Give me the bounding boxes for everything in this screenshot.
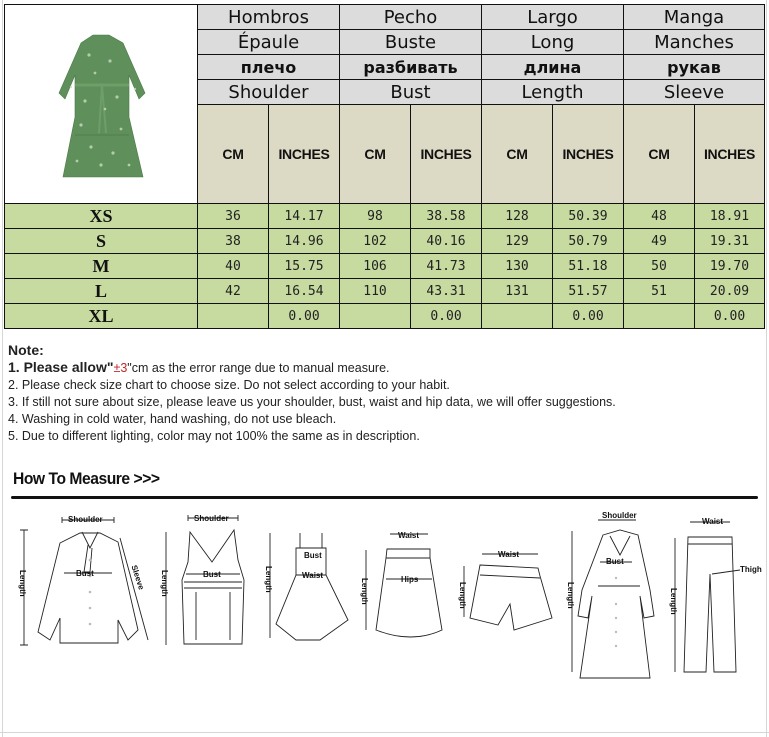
label-length: Length (669, 588, 678, 615)
value-cell: 50.79 (553, 229, 624, 254)
header-bust-es: Pecho (340, 5, 482, 30)
value-cell: 51.18 (553, 254, 624, 279)
table-row-s (5, 229, 765, 254)
value-cell: 130 (482, 254, 553, 279)
note-item-1-suffix: "cm as the error range due to manual measure. (127, 361, 390, 375)
table-row-l (5, 279, 765, 304)
header-length-en: Length (482, 80, 624, 105)
label-waist: Waist (398, 531, 420, 540)
value-cell: 16.54 (269, 279, 340, 304)
notes-section (8, 341, 616, 445)
value-cell: 14.17 (269, 204, 340, 229)
skirt-diagram-icon (360, 531, 442, 637)
header-shoulder-es: Hombros (198, 5, 340, 30)
header-row-spanish (5, 5, 765, 30)
value-cell: 19.70 (695, 254, 765, 279)
value-cell: 43.31 (411, 279, 482, 304)
value-cell: 0.00 (269, 304, 340, 329)
coat-diagram-icon (566, 511, 654, 678)
value-cell: 49 (624, 229, 695, 254)
value-cell: 19.31 (695, 229, 765, 254)
value-cell: 36 (198, 204, 269, 229)
value-cell (482, 304, 553, 329)
value-cell: 110 (340, 279, 411, 304)
value-cell: 129 (482, 229, 553, 254)
value-cell: 0.00 (411, 304, 482, 329)
value-cell: 106 (340, 254, 411, 279)
label-length: Length (566, 582, 575, 609)
note-item-2: 2. Please check size chart to choose size. Do not select according to your habit. (8, 378, 450, 392)
trousers-diagram-icon (669, 517, 762, 672)
value-cell: 18.91 (695, 204, 765, 229)
label-thigh: Thigh (740, 565, 762, 574)
header-bust-ru: разбивать (340, 55, 482, 80)
size-label: M (5, 254, 198, 279)
header-shoulder-ru: плечо (198, 55, 340, 80)
value-cell: 14.96 (269, 229, 340, 254)
unit-cell: INCHES (411, 105, 482, 204)
header-shoulder-fr: Épaule (198, 30, 340, 55)
unit-cell: INCHES (695, 105, 765, 204)
frame-border-bottom (0, 732, 769, 733)
value-cell: 15.75 (269, 254, 340, 279)
table-row-xl (5, 304, 765, 329)
label-length: Length (360, 578, 369, 605)
unit-cell: CM (198, 105, 269, 204)
header-length-es: Largo (482, 5, 624, 30)
value-cell: 0.00 (553, 304, 624, 329)
label-bust: Bust (606, 557, 624, 566)
unit-cell: INCHES (269, 105, 340, 204)
size-label: L (5, 279, 198, 304)
how-to-measure-divider (11, 496, 758, 499)
unit-cell: CM (482, 105, 553, 204)
value-cell: 0.00 (695, 304, 765, 329)
header-sleeve-fr: Manches (624, 30, 765, 55)
note-item-4: 4. Washing in cold water, hand washing, do not use bleach. (8, 412, 337, 426)
value-cell: 131 (482, 279, 553, 304)
label-bust: Bust (304, 551, 322, 560)
label-bust: Bust (76, 569, 94, 578)
note-item-1 (8, 359, 616, 377)
tank-top-diagram-icon (160, 514, 244, 645)
value-cell: 38 (198, 229, 269, 254)
label-hips: Hips (401, 575, 419, 584)
value-cell: 42 (198, 279, 269, 304)
label-length: Length (264, 566, 273, 593)
unit-cell: CM (340, 105, 411, 204)
header-shoulder-en: Shoulder (198, 80, 340, 105)
size-label: S (5, 229, 198, 254)
note-item-1-prefix: 1. Please allow" (8, 359, 114, 375)
unit-cell: CM (624, 105, 695, 204)
value-cell (340, 304, 411, 329)
size-label: XL (5, 304, 198, 329)
sundress-diagram-icon (264, 533, 348, 640)
label-shoulder: Shoulder (68, 515, 103, 524)
label-shoulder: Shoulder (194, 514, 229, 523)
value-cell: 98 (340, 204, 411, 229)
value-cell: 50.39 (553, 204, 624, 229)
note-item-1-accent: ±3 (113, 361, 128, 375)
table-row-xs (5, 204, 765, 229)
header-sleeve-ru: рукав (624, 55, 765, 80)
value-cell (198, 304, 269, 329)
label-bust: Bust (203, 570, 221, 579)
value-cell: 51 (624, 279, 695, 304)
value-cell: 41.73 (411, 254, 482, 279)
size-label: XS (5, 204, 198, 229)
header-bust-fr: Buste (340, 30, 482, 55)
value-cell: 20.09 (695, 279, 765, 304)
header-sleeve-es: Manga (624, 5, 765, 30)
shorts-diagram-icon (458, 550, 552, 630)
blouse-diagram-icon (18, 515, 148, 645)
table-row-m (5, 254, 765, 279)
value-cell: 48 (624, 204, 695, 229)
note-item-3: 3. If still not sure about size, please leave us your shoulder, bust, waist and hip data, we will offer suggestions. (8, 395, 616, 409)
value-cell: 40.16 (411, 229, 482, 254)
label-waist: Waist (702, 517, 724, 526)
label-length: Length (458, 582, 467, 609)
value-cell: 40 (198, 254, 269, 279)
label-shoulder: Shoulder (602, 511, 637, 520)
label-sleeve: Sleeve (129, 563, 146, 591)
value-cell: 51.57 (553, 279, 624, 304)
header-length-fr: Long (482, 30, 624, 55)
header-length-ru: длина (482, 55, 624, 80)
value-cell (624, 304, 695, 329)
measurement-diagrams (0, 500, 769, 700)
unit-cell: INCHES (553, 105, 624, 204)
header-bust-en: Bust (340, 80, 482, 105)
note-item-5: 5. Due to different lighting, color may not 100% the same as in description. (8, 429, 420, 443)
value-cell: 102 (340, 229, 411, 254)
product-image (5, 5, 197, 203)
product-photo-cell (5, 5, 198, 204)
value-cell: 128 (482, 204, 553, 229)
label-waist: Waist (302, 571, 324, 580)
label-waist: Waist (498, 550, 520, 559)
label-length: Length (18, 570, 27, 597)
how-to-measure-title: How To Measure >>> (13, 469, 160, 488)
value-cell: 38.58 (411, 204, 482, 229)
label-length: Length (160, 570, 169, 597)
header-sleeve-en: Sleeve (624, 80, 765, 105)
dress-illustration-icon (5, 5, 197, 203)
value-cell: 50 (624, 254, 695, 279)
notes-title: Note: (8, 342, 44, 358)
size-chart-table (4, 4, 765, 329)
